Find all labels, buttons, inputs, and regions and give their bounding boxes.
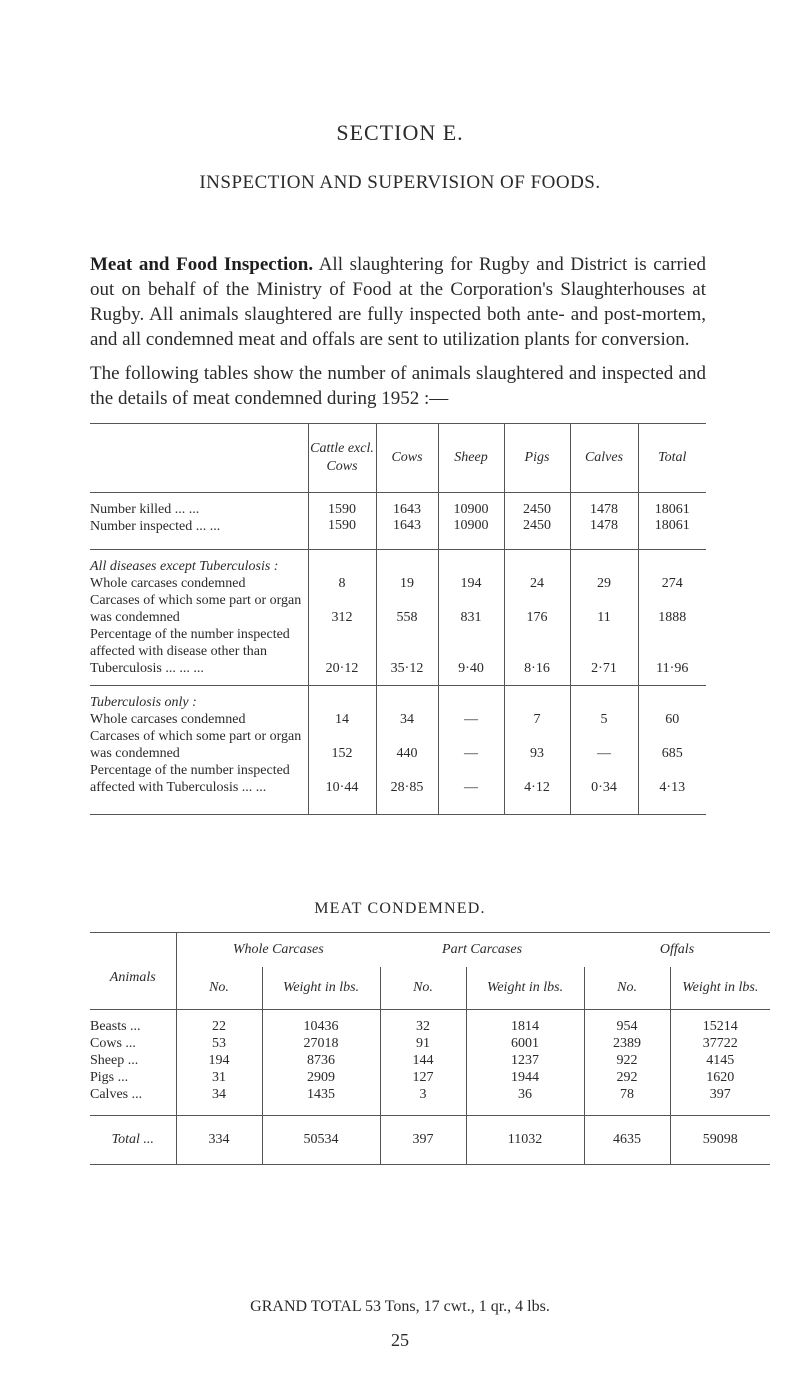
- table-cell: 144: [380, 1052, 466, 1069]
- row-label: Whole carcases condemned: [90, 576, 246, 591]
- sub-header: No.: [380, 967, 466, 1010]
- header-calves: Calves: [570, 424, 638, 493]
- header-cattle: Cattle excl. Cows: [308, 424, 376, 493]
- sub-header: Weight in lbs.: [262, 967, 380, 1010]
- header-cows: Cows: [376, 424, 438, 493]
- table-cell: 2450: [504, 518, 570, 550]
- table-cell: 558: [376, 592, 438, 626]
- table-cell: 22: [176, 1010, 262, 1036]
- table-cell: 1237: [466, 1052, 584, 1069]
- table-cell: 10436: [262, 1010, 380, 1036]
- table-cell: 15214: [670, 1010, 770, 1036]
- table-cell: 7: [504, 711, 570, 728]
- table-cell: 194: [176, 1052, 262, 1069]
- table-row: [90, 575, 706, 592]
- meat-condemned-heading: MEAT CONDEMNED.: [314, 900, 486, 917]
- following-paragraph: The following tables show the number of animals slaughtered and inspected and the details of meat condemned during 1952 :—: [90, 363, 706, 409]
- animal-label: Calves ...: [90, 1087, 143, 1102]
- table-cell: 78: [584, 1086, 670, 1116]
- table-cell: 32: [380, 1010, 466, 1036]
- table-cell: 1620: [670, 1069, 770, 1086]
- table-row: [90, 518, 706, 550]
- table-row: [90, 1086, 770, 1116]
- table-cell: 6001: [466, 1035, 584, 1052]
- animals-header: Animals: [90, 933, 176, 1010]
- animal-label: Pigs ...: [90, 1070, 129, 1085]
- table-cell: —: [438, 762, 504, 815]
- table-cell: 53: [176, 1035, 262, 1052]
- group-title-row: [90, 694, 706, 711]
- table-cell: 1590: [308, 518, 376, 550]
- table-cell: 0·34: [570, 762, 638, 815]
- table-cell: 2·71: [570, 626, 638, 686]
- table-cell: 8736: [262, 1052, 380, 1069]
- table-cell: 1814: [466, 1010, 584, 1036]
- table-cell: 954: [584, 1010, 670, 1036]
- table-cell: 152: [308, 728, 376, 762]
- table-cell: 34: [176, 1086, 262, 1116]
- table-row: [90, 762, 706, 815]
- table-cell: 2909: [262, 1069, 380, 1086]
- table-cell: 176: [504, 592, 570, 626]
- table-cell: —: [570, 728, 638, 762]
- table-row: [90, 1035, 770, 1052]
- table-cell: 28·85: [376, 762, 438, 815]
- table-cell: 35·12: [376, 626, 438, 686]
- table-cell: 685: [638, 728, 706, 762]
- sub-header: No.: [584, 967, 670, 1010]
- page-number: 25: [391, 1330, 409, 1350]
- intro-paragraph: [90, 252, 706, 352]
- table-cell: 8: [308, 575, 376, 592]
- table-row: [90, 1010, 770, 1036]
- table-cell: 3: [380, 1086, 466, 1116]
- inspection-table: [90, 423, 706, 815]
- table-cell: 334: [176, 1116, 262, 1165]
- label-header-cell: [90, 424, 308, 493]
- table-cell: 11: [570, 592, 638, 626]
- sub-header: No.: [176, 967, 262, 1010]
- table-cell: 18061: [638, 518, 706, 550]
- group1-title: All diseases except Tuberculosis :: [90, 559, 279, 574]
- table-cell: 31: [176, 1069, 262, 1086]
- table-row: [90, 1069, 770, 1086]
- table-cell: 4635: [584, 1116, 670, 1165]
- table-cell: 14: [308, 711, 376, 728]
- table-cell: 27018: [262, 1035, 380, 1052]
- table-cell: 1435: [262, 1086, 380, 1116]
- table-cell: 1888: [638, 592, 706, 626]
- table-cell: 93: [504, 728, 570, 762]
- header-total: Total: [638, 424, 706, 493]
- table-cell: 10900: [438, 501, 504, 518]
- table-cell: 50534: [262, 1116, 380, 1165]
- offals-header: Offals: [584, 933, 770, 968]
- document-subtitle: INSPECTION AND SUPERVISION OF FOODS.: [199, 172, 601, 193]
- table-cell: 440: [376, 728, 438, 762]
- table-cell: 127: [380, 1069, 466, 1086]
- table-cell: 922: [584, 1052, 670, 1069]
- header-pigs: Pigs: [504, 424, 570, 493]
- table-cell: 831: [438, 592, 504, 626]
- table-cell: 18061: [638, 501, 706, 518]
- table-cell: 5: [570, 711, 638, 728]
- table-cell: 2389: [584, 1035, 670, 1052]
- table-cell: 397: [670, 1086, 770, 1116]
- table-row: [90, 1052, 770, 1069]
- table-group-header-row: [90, 933, 770, 968]
- intro-heading: Meat and Food Inspection.: [90, 254, 314, 275]
- animal-label: Beasts ...: [90, 1019, 141, 1034]
- table-row: [90, 728, 706, 762]
- table-row: [90, 626, 706, 686]
- whole-carcases-header: Whole Carcases: [176, 933, 380, 968]
- table-cell: 292: [584, 1069, 670, 1086]
- table-cell: 29: [570, 575, 638, 592]
- table-row: [90, 501, 706, 518]
- table-cell: 36: [466, 1086, 584, 1116]
- table-cell: 11032: [466, 1116, 584, 1165]
- table-cell: 4145: [670, 1052, 770, 1069]
- row-label: Whole carcases condemned: [90, 712, 246, 727]
- table-row: [90, 711, 706, 728]
- animal-label: Sheep ...: [90, 1053, 139, 1068]
- intro-text: All slaughtering for Rugby and District is carried out on behalf of the Ministry of Food at the Corporation's Slaughterhouses at Rugby. All animals slaughtered are fully inspected both ante- and post-mortem, and all condemned meat and offals are sent to utilization plants for conversion.: [90, 254, 707, 350]
- table-cell: —: [438, 728, 504, 762]
- sub-header: Weight in lbs.: [670, 967, 770, 1010]
- table-cell: 10·44: [308, 762, 376, 815]
- inspection-table-header: [90, 424, 706, 493]
- row-label: Carcases of which some part or organ was condemned: [90, 593, 302, 625]
- grand-total: GRAND TOTAL 53 Tons, 17 cwt., 1 qr., 4 lbs.: [250, 1298, 550, 1315]
- table-cell: 34: [376, 711, 438, 728]
- table-cell: 11·96: [638, 626, 706, 686]
- table-cell: 274: [638, 575, 706, 592]
- table-cell: 24: [504, 575, 570, 592]
- table-cell: 1944: [466, 1069, 584, 1086]
- table-cell: 1478: [570, 501, 638, 518]
- section-title: SECTION E.: [336, 120, 464, 145]
- table-cell: 10900: [438, 518, 504, 550]
- table-cell: 60: [638, 711, 706, 728]
- row-label: Percentage of the number inspected affected with Tuberculosis ... ...: [90, 762, 308, 815]
- table-cell: 9·40: [438, 626, 504, 686]
- row-label: Number killed ... ...: [90, 502, 200, 517]
- table-cell: 4·12: [504, 762, 570, 815]
- group-title-row: [90, 558, 706, 575]
- table-cell: 19: [376, 575, 438, 592]
- table-cell: 194: [438, 575, 504, 592]
- table-cell: 20·12: [308, 626, 376, 686]
- table-cell: —: [438, 711, 504, 728]
- table-sub-header-row: [90, 967, 770, 1010]
- table-row: [90, 592, 706, 626]
- table-cell: 4·13: [638, 762, 706, 815]
- sub-header: Weight in lbs.: [466, 967, 584, 1010]
- table-cell: 397: [380, 1116, 466, 1165]
- table-cell: 1478: [570, 518, 638, 550]
- total-label: Total ...: [90, 1116, 176, 1165]
- animal-label: Cows ...: [90, 1036, 136, 1051]
- table-cell: 91: [380, 1035, 466, 1052]
- table-cell: 8·16: [504, 626, 570, 686]
- table-cell: 1643: [376, 501, 438, 518]
- row-label: Number inspected ... ...: [90, 518, 308, 550]
- table-cell: 2450: [504, 501, 570, 518]
- table-cell: 312: [308, 592, 376, 626]
- part-carcases-header: Part Carcases: [380, 933, 584, 968]
- group2-title: Tuberculosis only :: [90, 695, 197, 710]
- table-cell: 59098: [670, 1116, 770, 1165]
- row-label: Carcases of which some part or organ was condemned: [90, 729, 302, 761]
- meat-condemned-table: [90, 932, 770, 1165]
- table-cell: 1590: [308, 501, 376, 518]
- table-cell: 37722: [670, 1035, 770, 1052]
- table-cell: 1643: [376, 518, 438, 550]
- header-sheep: Sheep: [438, 424, 504, 493]
- row-label: Percentage of the number inspected affected with disease other than Tuberculosis ... ... ...: [90, 626, 308, 686]
- table-total-row: [90, 1116, 770, 1165]
